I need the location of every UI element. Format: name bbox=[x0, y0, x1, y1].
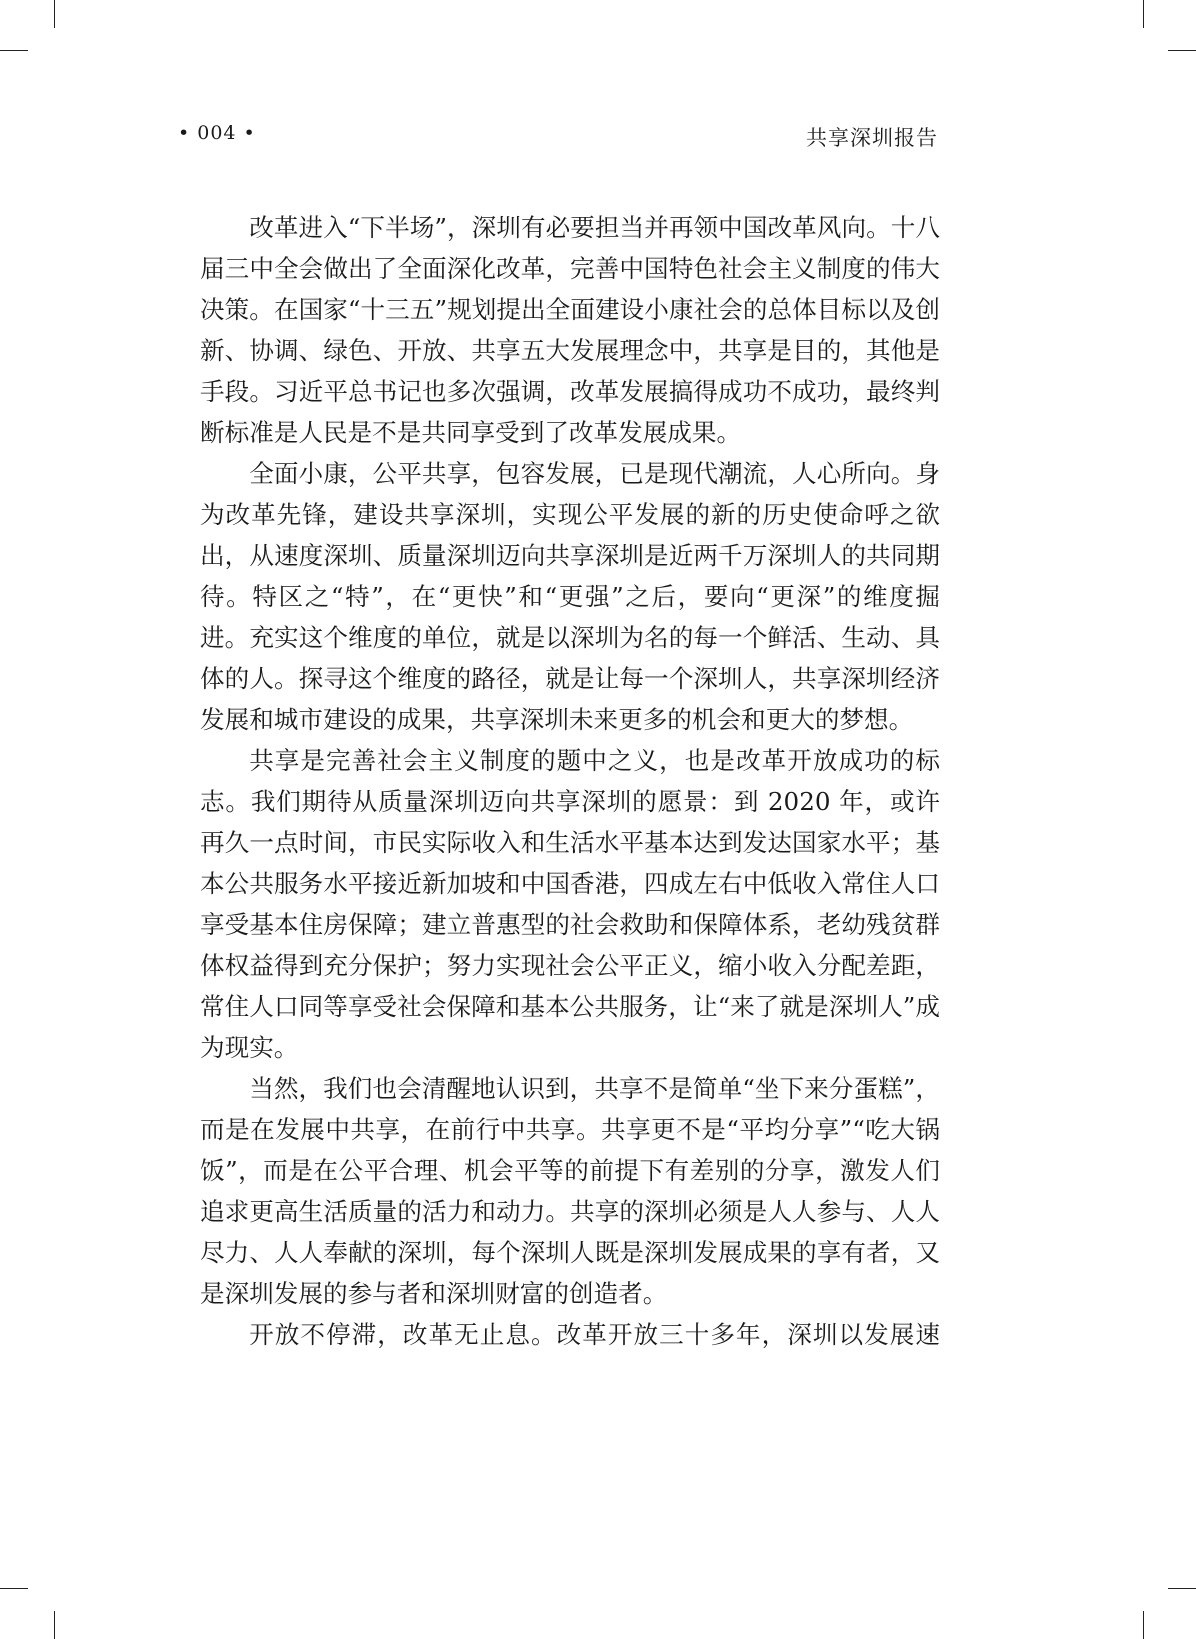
paragraph-4: 当然，我们也会清醒地认识到，共享不是简单“坐下来分蛋糕”，而是在发展中共享，在前行中共享。共享更不是“平均分享”“吃大锅饭”，而是在公平合理、机会平等的前提下有差别的分享，激发人们追求更高生活质量的活力和动力。共享的深圳必须是人人参与、人人尽力、人人奉献的深圳，每个深圳人既是深圳发展成果的享有者，又是深圳发展的参与者和深圳财富的创造者。 bbox=[200, 1074, 940, 1308]
crop-mark-bottom-right-horizontal bbox=[1168, 1588, 1196, 1589]
paragraph-5: 开放不停滞，改革无止息。改革开放三十多年，深圳以发展速 bbox=[249, 1320, 940, 1349]
crop-mark-top-right-vertical bbox=[1143, 0, 1144, 28]
crop-mark-bottom-right-vertical bbox=[1143, 1611, 1144, 1639]
crop-mark-top-left-horizontal bbox=[0, 50, 28, 51]
paragraph-3: 共享是完善社会主义制度的题中之义，也是改革开放成功的标志。我们期待从质量深圳迈向共享深圳的愿景：到 2020 年，或许再久一点时间，市民实际收入和生活水平基本达到发达国家水平；基本公共服务水平接近新加坡和中国香港，四成左右中低收入常住人口享受基本住房保障；建立普惠型的社会救助和保障体系，老幼残贫群体权益得到充分保护；努力实现社会公平正义，缩小收入分配差距，常住人口同等享受社会保障和基本公共服务，让“来了就是深圳人”成为现实。 bbox=[200, 746, 940, 1062]
crop-mark-bottom-left-horizontal bbox=[0, 1588, 28, 1589]
crop-mark-bottom-left-vertical bbox=[54, 1611, 55, 1639]
paragraph-1: 改革进入“下半场”，深圳有必要担当并再领中国改革风向。十八届三中全会做出了全面深化改革，完善中国特色社会主义制度的伟大决策。在国家“十三五”规划提出全面建设小康社会的总体目标以及创新、协调、绿色、开放、共享五大发展理念中，共享是目的，其他是手段。习近平总书记也多次强调，改革发展搞得成功不成功，最终判断标准是人民是不是共同享受到了改革发展成果。 bbox=[200, 213, 940, 447]
body-text bbox=[200, 207, 940, 1355]
page-number: • 004 • bbox=[178, 122, 256, 144]
paragraph-2: 全面小康，公平共享，包容发展，已是现代潮流，人心所向。身为改革先锋，建设共享深圳，实现公平发展的新的历史使命呼之欲出，从速度深圳、质量深圳迈向共享深圳是近两千万深圳人的共同期待。特区之“特”，在“更快”和“更强”之后，要向“更深”的维度掘进。充实这个维度的单位，就是以深圳为名的每一个鲜活、生动、具体的人。探寻这个维度的路径，就是让每一个深圳人，共享深圳经济发展和城市建设的成果，共享深圳未来更多的机会和更大的梦想。 bbox=[200, 459, 940, 734]
crop-mark-top-left-vertical bbox=[54, 0, 55, 28]
crop-mark-top-right-horizontal bbox=[1168, 50, 1196, 51]
running-title: 共享深圳报告 bbox=[806, 126, 938, 150]
page-header bbox=[178, 122, 938, 158]
